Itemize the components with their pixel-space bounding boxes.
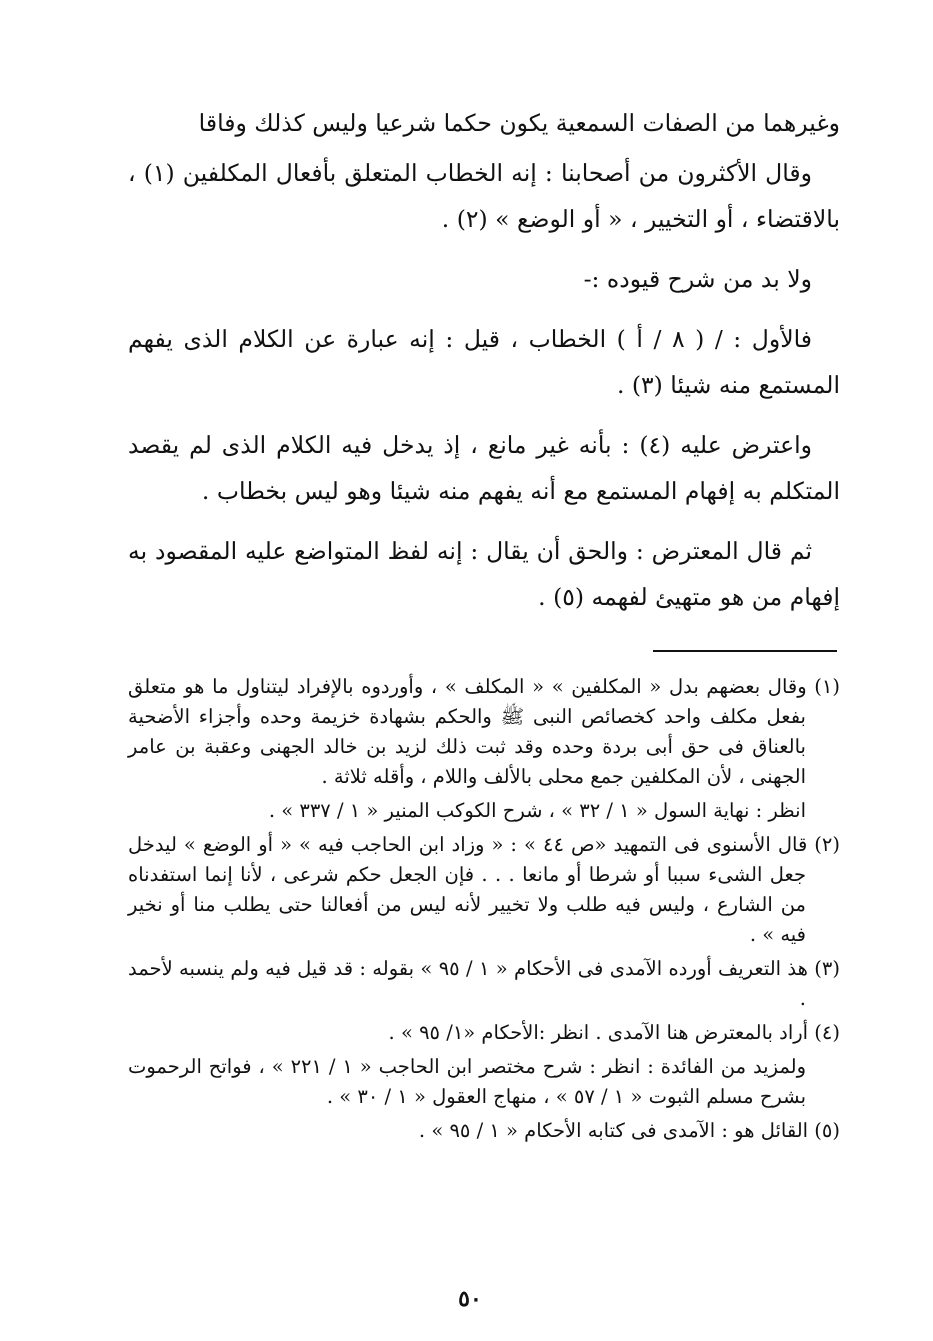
paragraph-first-constraint: فالأول : / ( ٨ / أ ) الخطاب ، قيل : إنه عبارة عن الكلام الذى يفهم المستمع منه شيئا (٣) . (128, 325, 840, 399)
paragraph-objector-view: ثم قال المعترض : والحق أن يقال : إنه لفظ المتواضع عليه المقصود به إفهام من هو متهيئ لفهمه (٥) . (128, 537, 840, 611)
page-number: ٥٠ (458, 1286, 482, 1312)
paragraph-definition: وقال الأكثرون من أصحابنا : إنه الخطاب المتعلق بأفعال المكلفين (١) ، بالاقتضاء ، أو التخيير ، « أو الوضع » (٢) . (128, 159, 840, 233)
footnote-2: (٢) قال الأسنوى فى التمهيد «ص ٤٤ » : « وزاد ابن الحاجب فيه » « أو الوضع » ليدخل جعل الشىء سببا أو شرطا أو مانعا . . . فإن الجعل حكم شرعى ، لأنا إنما استفدناه من الشارع ، وليس فيه طلب ولا تخيير لأنه ليس من أفعالنا حتى يطلب منا أو نخير فيه » . (128, 833, 840, 946)
paragraph-continuation: وغيرهما من الصفات السمعية يكون حكما شرعيا وليس كذلك وفاقا (198, 109, 840, 137)
paragraph-objection: واعترض عليه (٤) : بأنه غير مانع ، إذ يدخل فيه الكلام الذى لم يقصد المتكلم به إفهام المستمع مع أنه يفهم منه شيئا وهو ليس بخطاب . (128, 431, 840, 505)
footnote-separator (653, 650, 837, 652)
paragraph-constraints: ولا بد من شرح قيوده :- (583, 265, 812, 293)
footnote-5: (٥) القائل هو : الآمدى فى كتابه الأحكام « ١ / ٩٥ » . (418, 1119, 840, 1142)
main-text (128, 100, 840, 634)
footnotes (128, 672, 840, 1150)
footnote-4-further-reading: ولمزيد من الفائدة : انظر : شرح مختصر ابن الحاجب « ١ / ٢٢١ » ، فواتح الرحموت بشرح مسلم الثبوت « ١ / ٥٧ » ، منهاج العقول « ١ / ٣٠ » . (128, 1055, 806, 1108)
footnote-3: (٣) هذ التعريف أورده الآمدى فى الأحكام « ١ / ٩٥ » بقوله : قد قيل فيه ولم ينسبه لأحمد . (128, 957, 840, 1010)
footnote-1: (١) وقال بعضهم بدل « المكلفين » « المكلف » ، وأوردوه بالإفراد ليتناول ما هو متعلق بفعل مكلف واحد كخصائص النبى ﷺ والحكم بشهادة خزيمة وحده وأجزاء الأضحية بالعناق فى حق أبى بردة وحده وقد ثبت ذلك لزيد بن خالد الجهنى وعقبة بن عامر الجهنى ، لأن المكلفين جمع محلى بالألف واللام ، وأقله ثلاثة . (128, 675, 840, 788)
footnote-1-reference: انظر : نهاية السول « ١ / ٣٢ » ، شرح الكوكب المنير « ١ / ٣٣٧ » . (268, 799, 806, 822)
footnote-4: (٤) أراد بالمعترض هنا الآمدى . انظر :الأحكام «١/ ٩٥ » . (388, 1021, 840, 1044)
